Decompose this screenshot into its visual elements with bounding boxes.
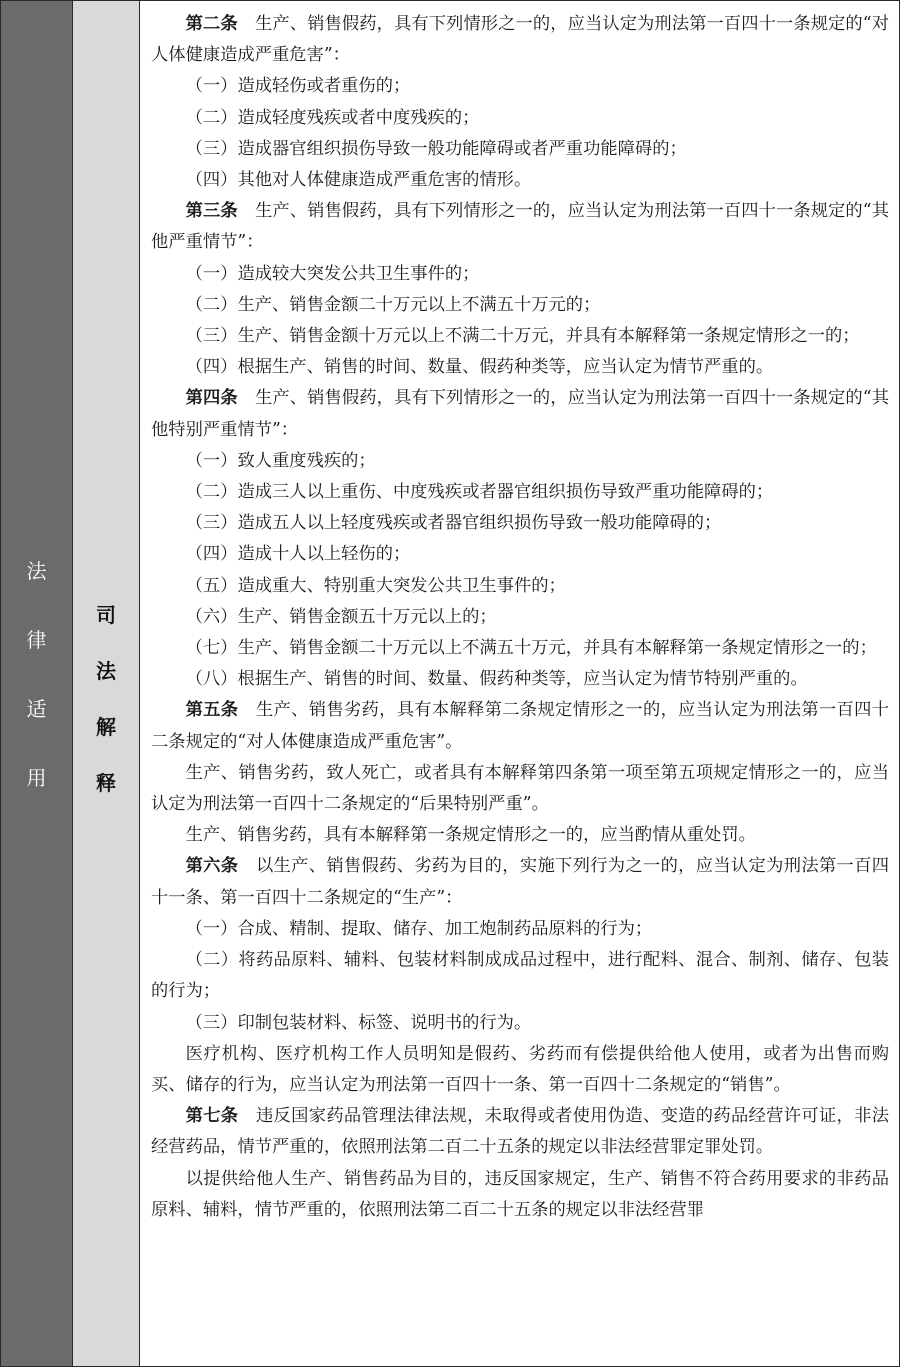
paragraph bbox=[151, 508, 889, 539]
paragraph bbox=[151, 820, 889, 851]
paragraph bbox=[151, 165, 889, 196]
paragraph-text: 违反国家药品管理法律法规，未取得或者使用伪造、变造的药品经营许可证，非法经营药品，情节严重的，依照刑法第二百二十五条的规定以非法经营罪定罪处罚。 bbox=[151, 1106, 889, 1158]
paragraph-text: （一）致人重度残疾的； bbox=[185, 450, 376, 471]
paragraph bbox=[151, 321, 889, 352]
paragraph-text: （三）生产、销售金额十万元以上不满二十万元，并具有本解释第一条规定情形之一的； bbox=[185, 326, 860, 347]
paragraph-text: 以提供给他人生产、销售药品为目的，违反国家规定，生产、销售不符合药用要求的非药品原料、辅料，情节严重的，依照刑法第二百二十五条的规定以非法经营罪 bbox=[151, 1168, 889, 1220]
paragraph bbox=[151, 851, 889, 913]
paragraph-text: （一）造成较大突发公共卫生事件的； bbox=[185, 263, 480, 284]
paragraph bbox=[151, 352, 889, 383]
subsection-column bbox=[73, 1, 140, 1366]
paragraph-text: 以生产、销售假药、劣药为目的，实施下列行为之一的，应当认定为刑法第一百四十一条、第一百四十二条规定的“生产”： bbox=[151, 856, 889, 908]
paragraph bbox=[151, 259, 889, 290]
content-body bbox=[151, 9, 889, 1226]
paragraph bbox=[151, 571, 889, 602]
paragraph-text: 生产、销售假药，具有下列情形之一的，应当认定为刑法第一百四十一条规定的“对人体健康造成严重危害”： bbox=[151, 14, 889, 66]
paragraph-text: （八）根据生产、销售的时间、数量、假药种类等，应当认定为情节特别严重的。 bbox=[185, 669, 808, 690]
paragraph bbox=[151, 758, 889, 820]
paragraph-text: （一）造成轻伤或者重伤的； bbox=[185, 76, 411, 97]
section-char: 律 bbox=[26, 628, 47, 652]
paragraph-text: （二）造成轻度残疾或者中度残疾的； bbox=[185, 107, 480, 128]
paragraph bbox=[151, 945, 889, 1007]
paragraph-text: 生产、销售劣药，致人死亡，或者具有本解释第四条第一项至第五项规定情形之一的，应当认定为刑法第一百四十二条规定的“后果特别严重”。 bbox=[151, 762, 889, 815]
section-char: 法 bbox=[26, 559, 47, 583]
paragraph bbox=[151, 1164, 889, 1226]
article-heading: 第四条 bbox=[185, 388, 238, 409]
paragraph bbox=[151, 71, 889, 102]
section-char: 用 bbox=[26, 766, 47, 790]
subsection-char: 司 bbox=[96, 603, 116, 627]
paragraph-text: （七）生产、销售金额二十万元以上不满五十万元，并具有本解释第一条规定情形之一的； bbox=[185, 638, 877, 659]
paragraph-text: 生产、销售劣药，具有本解释第一条规定情形之一的，应当酌情从重处罚。 bbox=[185, 825, 756, 846]
paragraph-text: （二）将药品原料、辅料、包装材料制成成品过程中，进行配料、混合、制剂、储存、包装的行为； bbox=[151, 950, 889, 1002]
article-heading: 第七条 bbox=[185, 1106, 239, 1127]
subsection-label bbox=[73, 587, 139, 811]
paragraph bbox=[151, 664, 889, 695]
paragraph-text: （四）造成十人以上轻伤的； bbox=[185, 544, 411, 565]
paragraph-text: （三）印制包装材料、标签、说明书的行为。 bbox=[185, 1012, 532, 1033]
paragraph bbox=[151, 1101, 889, 1163]
paragraph bbox=[151, 539, 889, 570]
article-heading: 第五条 bbox=[185, 700, 239, 721]
paragraph bbox=[151, 914, 889, 945]
paragraph bbox=[151, 1008, 889, 1039]
paragraph-text: 生产、销售假药，具有下列情形之一的，应当认定为刑法第一百四十一条规定的“其他严重情节”： bbox=[151, 201, 889, 253]
paragraph bbox=[151, 134, 889, 165]
paragraph bbox=[151, 477, 889, 508]
paragraph bbox=[151, 633, 889, 664]
article-heading: 第六条 bbox=[185, 856, 239, 877]
paragraph-text: （四）根据生产、销售的时间、数量、假药种类等，应当认定为情节严重的。 bbox=[185, 357, 774, 378]
paragraph-text: （二）造成三人以上重伤、中度残疾或者器官组织损伤导致严重功能障碍的； bbox=[185, 482, 774, 503]
section-char: 适 bbox=[26, 697, 47, 721]
paragraph-text: （五）造成重大、特别重大突发公共卫生事件的； bbox=[185, 575, 566, 596]
paragraph-text: 医疗机构、医疗机构工作人员明知是假药、劣药而有偿提供给他人使用，或者为出售而购买、储存的行为，应当认定为刑法第一百四十一条、第一百四十二条规定的“销售”。 bbox=[151, 1043, 889, 1095]
paragraph-text: （四）其他对人体健康造成严重危害的情形。 bbox=[185, 170, 532, 191]
paragraph-text: （三）造成五人以上轻度残疾或者器官组织损伤导致一般功能障碍的； bbox=[185, 513, 722, 534]
article-heading: 第二条 bbox=[185, 14, 238, 34]
paragraph bbox=[151, 446, 889, 477]
paragraph-text: （二）生产、销售金额二十万元以上不满五十万元的； bbox=[185, 294, 601, 315]
paragraph-text: （六）生产、销售金额五十万元以上的； bbox=[185, 606, 497, 627]
paragraph-text: （一）合成、精制、提取、储存、加工炮制药品原料的行为； bbox=[185, 918, 653, 939]
paragraph bbox=[151, 290, 889, 321]
paragraph bbox=[151, 1039, 889, 1101]
paragraph-text: 生产、销售劣药，具有本解释第二条规定情形之一的，应当认定为刑法第一百四十二条规定的“对人体健康造成严重危害”。 bbox=[151, 700, 889, 752]
paragraph-text: 生产、销售假药，具有下列情形之一的，应当认定为刑法第一百四十一条规定的“其他特别严重情节”： bbox=[151, 388, 889, 440]
article-heading: 第三条 bbox=[185, 201, 238, 222]
paragraph bbox=[151, 695, 889, 757]
paragraph bbox=[151, 103, 889, 134]
section-column bbox=[1, 1, 73, 1366]
paragraph-text: （三）造成器官组织损伤导致一般功能障碍或者严重功能障碍的； bbox=[185, 138, 687, 159]
paragraph bbox=[151, 383, 889, 445]
paragraph bbox=[151, 9, 889, 71]
subsection-char: 法 bbox=[96, 659, 116, 683]
paragraph bbox=[151, 196, 889, 258]
subsection-char: 释 bbox=[96, 771, 116, 795]
paragraph bbox=[151, 602, 889, 633]
subsection-char: 解 bbox=[96, 715, 116, 739]
section-label bbox=[1, 537, 72, 813]
